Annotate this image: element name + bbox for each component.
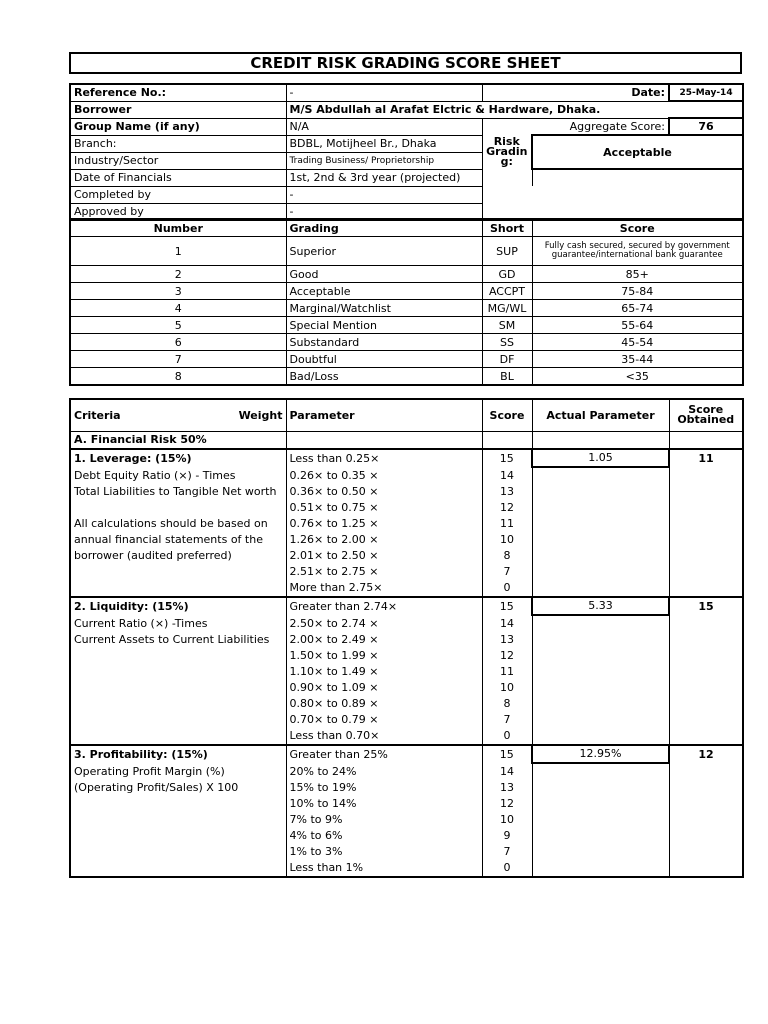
profitability-score: 12 [482, 796, 532, 812]
liquidity-row [70, 648, 743, 664]
leverage-actual-empty [532, 484, 669, 500]
leverage-score: 15 [482, 449, 532, 467]
leverage-note: Debt Equity Ratio (×) - Times [70, 467, 286, 484]
leverage-parameter: 2.51× to 2.75 × [286, 564, 482, 580]
leverage-actual-empty [532, 516, 669, 532]
liquidity-row [70, 712, 743, 728]
liquidity-note [70, 696, 286, 712]
profitability-score: 10 [482, 812, 532, 828]
liquidity-parameter: 0.70× to 0.79 × [286, 712, 482, 728]
liquidity-parameter: 1.10× to 1.49 × [286, 664, 482, 680]
leverage-row [70, 532, 743, 548]
leverage-parameter: 0.76× to 1.25 × [286, 516, 482, 532]
leverage-row [70, 564, 743, 580]
grading-header-score: Score [532, 219, 743, 237]
profitability-parameter: 4% to 6% [286, 828, 482, 844]
profitability-parameter: 1% to 3% [286, 844, 482, 860]
profitability-row [70, 860, 743, 877]
date-label: Date: [482, 84, 669, 101]
leverage-actual-parameter[interactable]: 1.05 [532, 449, 669, 467]
aggregate-score-value[interactable]: 76 [669, 118, 743, 135]
reference-value[interactable]: - [286, 84, 482, 101]
grading-score: Fully cash secured, secured by government guarantee/international bank guarantee [532, 237, 743, 266]
risk-grading-value[interactable]: Acceptable [532, 135, 743, 169]
grading-name: Good [286, 266, 482, 283]
profitability-actual-empty [532, 780, 669, 796]
liquidity-parameter: Greater than 2.74× [286, 597, 482, 615]
liquidity-actual-empty [532, 664, 669, 680]
liquidity-score: 12 [482, 648, 532, 664]
profitability-obtained-empty [669, 812, 743, 828]
liquidity-score: 0 [482, 728, 532, 745]
leverage-actual-empty [532, 564, 669, 580]
grading-short: SUP [482, 237, 532, 266]
liquidity-note [70, 728, 286, 745]
grading-name: Doubtful [286, 351, 482, 368]
leverage-score: 8 [482, 548, 532, 564]
score-obtained-header: Score Obtained [669, 399, 743, 431]
grading-number: 8 [70, 368, 286, 386]
liquidity-row [70, 696, 743, 712]
score-header: Score [482, 399, 532, 431]
profitability-note [70, 796, 286, 812]
leverage-parameter: More than 2.75× [286, 580, 482, 597]
liquidity-obtained-empty [669, 632, 743, 648]
leverage-parameter: 0.51× to 0.75 × [286, 500, 482, 516]
grading-header-grading: Grading [286, 219, 482, 237]
completed-by-label: Completed by [70, 186, 286, 203]
liquidity-parameter: Less than 0.70× [286, 728, 482, 745]
grading-number: 6 [70, 334, 286, 351]
leverage-row [70, 449, 743, 467]
profitability-obtained-empty [669, 796, 743, 812]
leverage-row [70, 500, 743, 516]
grading-number: 2 [70, 266, 286, 283]
leverage-note [70, 500, 286, 516]
leverage-score: 7 [482, 564, 532, 580]
profitability-note [70, 844, 286, 860]
parameter-header: Parameter [286, 399, 482, 431]
profitability-actual-empty [532, 763, 669, 780]
leverage-obtained-empty [669, 516, 743, 532]
leverage-score: 12 [482, 500, 532, 516]
profitability-row [70, 745, 743, 763]
liquidity-obtained-empty [669, 680, 743, 696]
profitability-obtained-empty [669, 860, 743, 877]
liquidity-row [70, 632, 743, 648]
profitability-note [70, 860, 286, 877]
grading-short: SM [482, 317, 532, 334]
leverage-score: 13 [482, 484, 532, 500]
liquidity-obtained-empty [669, 648, 743, 664]
profitability-score: 0 [482, 860, 532, 877]
leverage-parameter: 2.01× to 2.50 × [286, 548, 482, 564]
leverage-score-obtained: 11 [669, 449, 743, 467]
leverage-actual-empty [532, 548, 669, 564]
liquidity-actual-empty [532, 680, 669, 696]
leverage-obtained-empty [669, 548, 743, 564]
liquidity-score: 8 [482, 696, 532, 712]
liquidity-row [70, 615, 743, 632]
approved-by-value[interactable]: - [286, 203, 482, 220]
leverage-obtained-empty [669, 467, 743, 484]
leverage-obtained-empty [669, 564, 743, 580]
grading-name: Marginal/Watchlist [286, 300, 482, 317]
profitability-note [70, 812, 286, 828]
grading-name: Bad/Loss [286, 368, 482, 386]
profitability-section [70, 745, 743, 877]
grading-name: Special Mention [286, 317, 482, 334]
leverage-score: 10 [482, 532, 532, 548]
group-name-value[interactable]: N/A [286, 118, 482, 135]
leverage-section [70, 449, 743, 597]
liquidity-score: 13 [482, 632, 532, 648]
liquidity-row [70, 664, 743, 680]
leverage-note [70, 580, 286, 597]
profitability-score-obtained: 12 [669, 745, 743, 763]
grading-header-number: Number [70, 219, 286, 237]
liquidity-obtained-empty [669, 728, 743, 745]
borrower-value[interactable]: M/S Abdullah al Arafat Elctric & Hardware, Dhaka. [286, 101, 743, 118]
liquidity-actual-empty [532, 728, 669, 745]
liquidity-row [70, 728, 743, 745]
group-name-label: Group Name (if any) [70, 118, 286, 135]
liquidity-obtained-empty [669, 712, 743, 728]
leverage-row [70, 484, 743, 500]
liquidity-note: Current Assets to Current Liabilities [70, 632, 286, 648]
grading-number: 1 [70, 237, 286, 266]
profitability-parameter: Greater than 25% [286, 745, 482, 763]
profitability-actual-empty [532, 860, 669, 877]
grading-short: MG/WL [482, 300, 532, 317]
leverage-score: 14 [482, 467, 532, 484]
liquidity-note [70, 648, 286, 664]
liquidity-row [70, 597, 743, 615]
grading-name: Superior [286, 237, 482, 266]
profitability-obtained-empty [669, 780, 743, 796]
profitability-row [70, 780, 743, 796]
criteria-table [69, 398, 744, 878]
header-info-table [69, 83, 744, 221]
grading-score: 55-64 [532, 317, 743, 334]
leverage-row [70, 580, 743, 597]
leverage-actual-empty [532, 500, 669, 516]
sheet-title: CREDIT RISK GRADING SCORE SHEET [69, 52, 742, 74]
grading-name: Acceptable [286, 283, 482, 300]
leverage-note: borrower (audited preferred) [70, 548, 286, 564]
profitability-actual-parameter[interactable]: 12.95% [532, 745, 669, 763]
leverage-parameter: 1.26× to 2.00 × [286, 532, 482, 548]
grading-score: 35-44 [532, 351, 743, 368]
profitability-actual-empty [532, 828, 669, 844]
grading-short: GD [482, 266, 532, 283]
liquidity-obtained-empty [669, 615, 743, 632]
liquidity-actual-empty [532, 632, 669, 648]
grading-score: 85+ [532, 266, 743, 283]
financials-date-value[interactable]: 1st, 2nd & 3rd year (projected) [286, 169, 482, 186]
liquidity-actual-empty [532, 615, 669, 632]
actual-parameter-header: Actual Parameter [532, 399, 669, 431]
completed-by-value[interactable]: - [286, 186, 482, 203]
leverage-note: All calculations should be based on [70, 516, 286, 532]
approved-by-label: Approved by [70, 203, 286, 220]
profitability-row [70, 828, 743, 844]
liquidity-note [70, 680, 286, 696]
profitability-score: 7 [482, 844, 532, 860]
leverage-row [70, 548, 743, 564]
leverage-note [70, 564, 286, 580]
liquidity-score: 15 [482, 597, 532, 615]
section-a-label: A. Financial Risk 50% [70, 431, 286, 449]
criteria-header: Criteria [74, 408, 121, 422]
profitability-title: 3. Profitability: (15%) [70, 745, 286, 763]
liquidity-note: Current Ratio (×) -Times [70, 615, 286, 632]
profitability-parameter: 15% to 19% [286, 780, 482, 796]
leverage-obtained-empty [669, 532, 743, 548]
leverage-obtained-empty [669, 484, 743, 500]
grading-score: 65-74 [532, 300, 743, 317]
liquidity-score-obtained: 15 [669, 597, 743, 615]
liquidity-score: 14 [482, 615, 532, 632]
risk-grading-label: Risk Gradin g: [482, 135, 532, 186]
profitability-note: (Operating Profit/Sales) X 100 [70, 780, 286, 796]
profitability-row [70, 812, 743, 828]
liquidity-parameter: 2.00× to 2.49 × [286, 632, 482, 648]
weight-header: Weight [238, 408, 283, 422]
profitability-note [70, 828, 286, 844]
leverage-note: Total Liabilities to Tangible Net worth [70, 484, 286, 500]
leverage-note: annual financial statements of the [70, 532, 286, 548]
liquidity-parameter: 1.50× to 1.99 × [286, 648, 482, 664]
leverage-row [70, 516, 743, 532]
profitability-actual-empty [532, 844, 669, 860]
grading-number: 4 [70, 300, 286, 317]
leverage-title: 1. Leverage: (15%) [70, 449, 286, 467]
profitability-obtained-empty [669, 844, 743, 860]
leverage-obtained-empty [669, 500, 743, 516]
grading-short: DF [482, 351, 532, 368]
industry-value[interactable]: Trading Business/ Proprietorship [286, 152, 482, 169]
borrower-label: Borrower [70, 101, 286, 118]
profitability-parameter: 20% to 24% [286, 763, 482, 780]
date-value[interactable]: 25-May-14 [669, 84, 743, 101]
liquidity-actual-empty [532, 648, 669, 664]
profitability-score: 9 [482, 828, 532, 844]
liquidity-obtained-empty [669, 696, 743, 712]
grading-name: Substandard [286, 334, 482, 351]
profitability-parameter: Less than 1% [286, 860, 482, 877]
liquidity-parameter: 2.50× to 2.74 × [286, 615, 482, 632]
liquidity-note [70, 664, 286, 680]
liquidity-score: 10 [482, 680, 532, 696]
liquidity-score: 11 [482, 664, 532, 680]
leverage-actual-empty [532, 467, 669, 484]
leverage-row [70, 467, 743, 484]
grading-short: ACCPT [482, 283, 532, 300]
grading-score: <35 [532, 368, 743, 386]
grading-score: 75-84 [532, 283, 743, 300]
grading-number: 5 [70, 317, 286, 334]
grading-number: 3 [70, 283, 286, 300]
liquidity-title: 2. Liquidity: (15%) [70, 597, 286, 615]
leverage-actual-empty [532, 532, 669, 548]
leverage-obtained-empty [669, 580, 743, 597]
liquidity-score: 7 [482, 712, 532, 728]
liquidity-actual-parameter[interactable]: 5.33 [532, 597, 669, 615]
liquidity-note [70, 712, 286, 728]
grading-short: SS [482, 334, 532, 351]
grading-number: 7 [70, 351, 286, 368]
financials-date-label: Date of Financials [70, 169, 286, 186]
profitability-row [70, 796, 743, 812]
profitability-parameter: 10% to 14% [286, 796, 482, 812]
grading-table [69, 218, 744, 386]
leverage-score: 0 [482, 580, 532, 597]
reference-label: Reference No.: [70, 84, 286, 101]
liquidity-row [70, 680, 743, 696]
profitability-obtained-empty [669, 828, 743, 844]
criteria-header-cell [70, 399, 286, 431]
profitability-row [70, 844, 743, 860]
grading-header-short: Short [482, 219, 532, 237]
leverage-actual-empty [532, 580, 669, 597]
profitability-score: 14 [482, 763, 532, 780]
profitability-score: 13 [482, 780, 532, 796]
leverage-score: 11 [482, 516, 532, 532]
liquidity-actual-empty [532, 696, 669, 712]
leverage-parameter: 0.26× to 0.35 × [286, 467, 482, 484]
liquidity-obtained-empty [669, 664, 743, 680]
branch-label: Branch: [70, 135, 286, 152]
profitability-obtained-empty [669, 763, 743, 780]
grading-score: 45-54 [532, 334, 743, 351]
profitability-parameter: 7% to 9% [286, 812, 482, 828]
leverage-parameter: 0.36× to 0.50 × [286, 484, 482, 500]
liquidity-actual-empty [532, 712, 669, 728]
branch-value[interactable]: BDBL, Motijheel Br., Dhaka [286, 135, 482, 152]
liquidity-section [70, 597, 743, 745]
liquidity-parameter: 0.90× to 1.09 × [286, 680, 482, 696]
profitability-note: Operating Profit Margin (%) [70, 763, 286, 780]
industry-label: Industry/Sector [70, 152, 286, 169]
leverage-parameter: Less than 0.25× [286, 449, 482, 467]
profitability-actual-empty [532, 796, 669, 812]
liquidity-parameter: 0.80× to 0.89 × [286, 696, 482, 712]
aggregate-score-label: Aggregate Score: [482, 118, 669, 135]
profitability-score: 15 [482, 745, 532, 763]
grading-short: BL [482, 368, 532, 386]
profitability-row [70, 763, 743, 780]
profitability-actual-empty [532, 812, 669, 828]
